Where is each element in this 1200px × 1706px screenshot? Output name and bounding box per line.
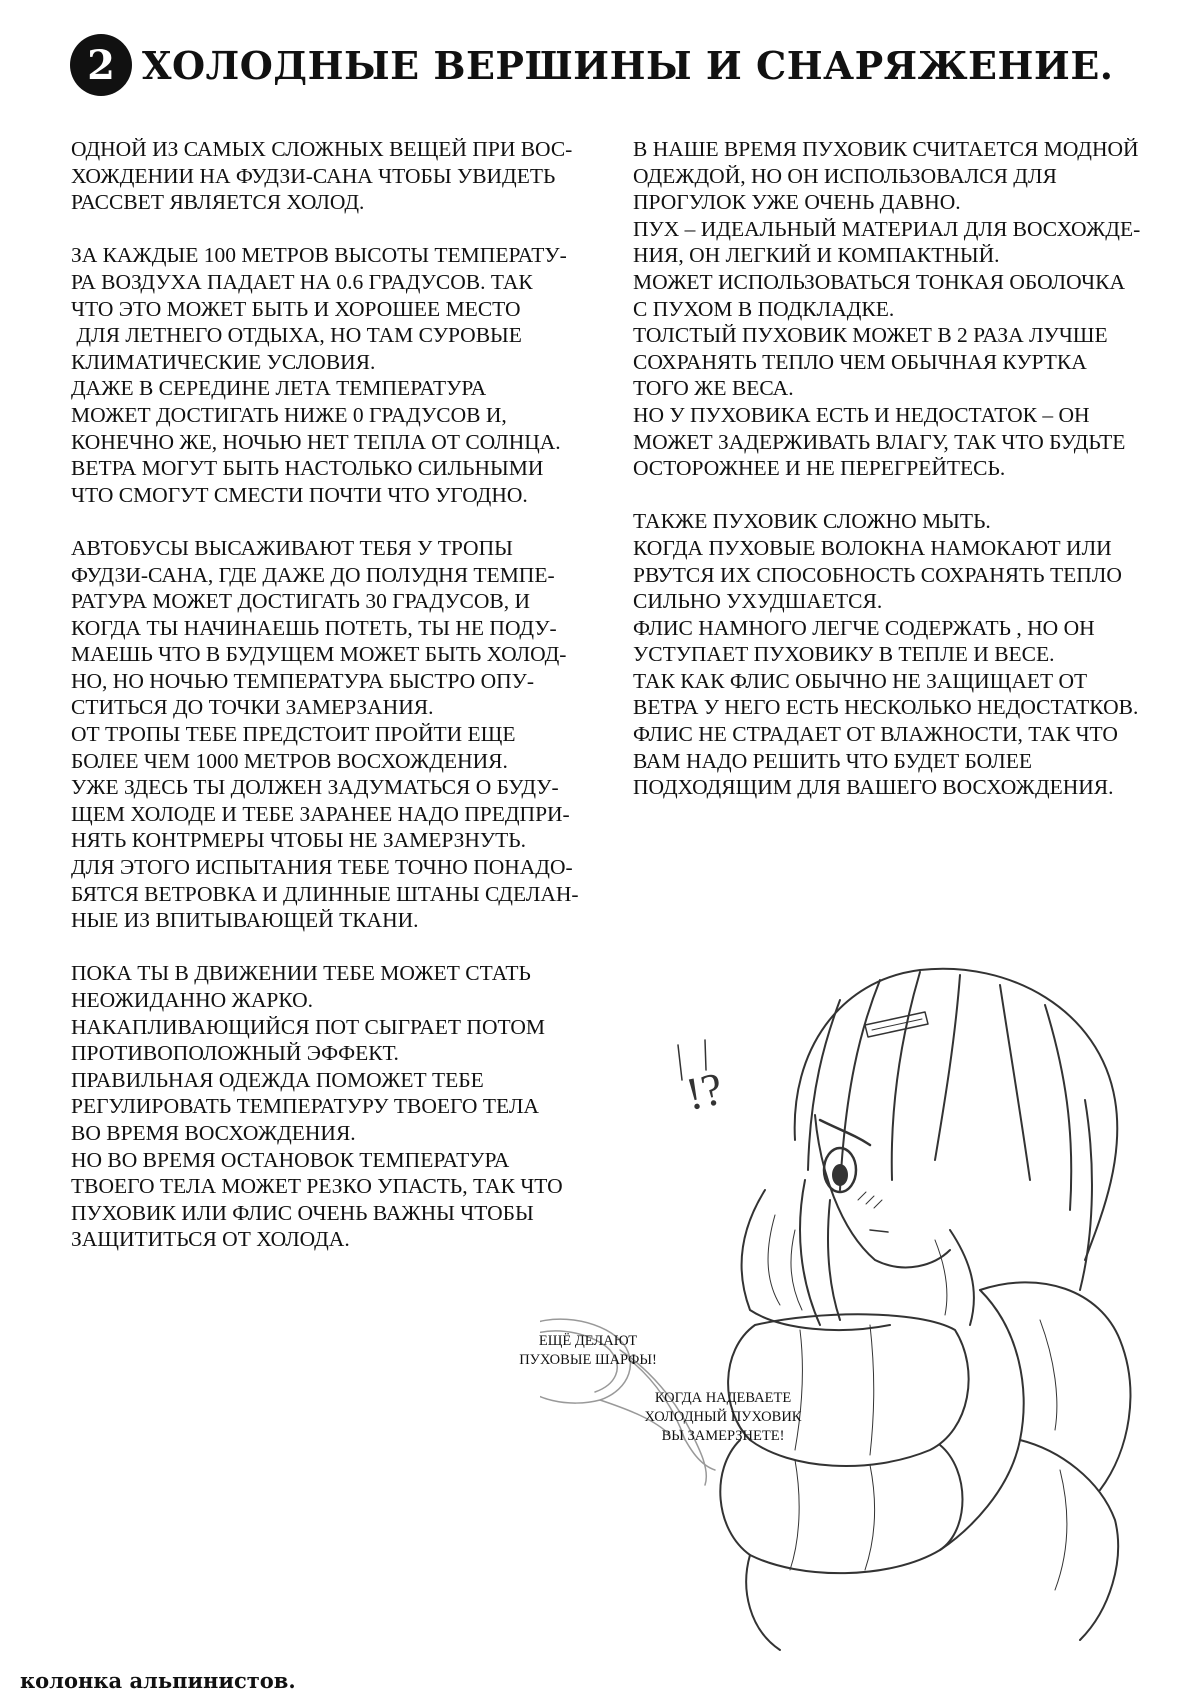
text-line: ЗА КАЖДЫЕ 100 МЕТРОВ ВЫСОТЫ ТЕМПЕРАТУ-: [71, 243, 567, 268]
text-line: СТИТЬСЯ ДО ТОЧКИ ЗАМЕРЗАНИЯ.: [71, 695, 434, 720]
face: [815, 1115, 950, 1267]
text-line: ВЕТРА У НЕГО ЕСТЬ НЕСКОЛЬКО НЕДОСТАТКОВ.: [633, 695, 1139, 720]
text-line: КОГДА ТЫ НАЧИНАЕШЬ ПОТЕТЬ, ТЫ НЕ ПОДУ-: [71, 615, 557, 640]
girl-in-down-jacket-illustration: [540, 930, 1200, 1660]
text-line: ХОЖДЕНИИ НА ФУДЗИ-САНА ЧТОБЫ УВИДЕТЬ: [71, 163, 556, 188]
hair-clip: [865, 1012, 928, 1037]
jacket-collar: [742, 1190, 974, 1330]
text-line: СОХРАНЯТЬ ТЕПЛО ЧЕМ ОБЫЧНАЯ КУРТКА: [633, 349, 1087, 374]
text-line: ЧТО СМОГУТ СМЕСТИ ПОЧТИ ЧТО УГОДНО.: [71, 482, 528, 507]
text-line: ОДЕЖДОЙ, НО ОН ИСПОЛЬЗОВАЛСЯ ДЛЯ: [633, 163, 1057, 188]
text-line: ПРАВИЛЬНАЯ ОДЕЖДА ПОМОЖЕТ ТЕБЕ: [71, 1067, 484, 1092]
text-line: НЕОЖИДАННО ЖАРКО.: [71, 988, 314, 1012]
text-line: РА ВОЗДУХА ПАДАЕТ НА 0.6 ГРАДУСОВ. ТАК: [71, 269, 533, 294]
text-line: ДЛЯ ЭТОГО ИСПЫТАНИЯ ТЕБЕ ТОЧНО ПОНАДО-: [71, 855, 573, 880]
text-line: МАЕШЬ ЧТО В БУДУЩЕМ МОЖЕТ БЫТЬ ХОЛОД-: [71, 642, 567, 667]
paragraph: [71, 136, 631, 216]
text-line: ВАМ НАДО РЕШИТЬ ЧТО БУДЕТ БОЛЕЕ: [633, 748, 1032, 773]
text-line: ПОДХОДЯЩИМ ДЛЯ ВАШЕГО ВОСХОЖДЕНИЯ.: [633, 775, 1114, 800]
text-line: КОГДА ПУХОВЫЕ ВОЛОКНА НАМОКАЮТ ИЛИ: [633, 535, 1112, 560]
column-footer-label: колонка альпинистов.: [20, 1668, 296, 1693]
paragraph: [71, 535, 631, 934]
text-line: ПРОТИВОПОЛОЖНЫЙ ЭФФЕКТ.: [71, 1041, 399, 1066]
text-line: УЖЕ ЗДЕСЬ ТЫ ДОЛЖЕН ЗАДУМАТЬСЯ О БУДУ-: [71, 775, 559, 800]
section-number: 2: [87, 41, 115, 89]
text-line: ФЛИС НЕ СТРАДАЕТ ОТ ВЛАЖНОСТИ, ТАК ЧТО: [633, 722, 1118, 747]
text-line: НО ВО ВРЕМЯ ОСТАНОВОК ТЕМПЕРАТУРА: [71, 1147, 510, 1172]
text-line: УСТУПАЕТ ПУХОВИКУ В ТЕПЛЕ И ВЕСЕ.: [633, 642, 1055, 667]
text-line: ОДНОЙ ИЗ САМЫХ СЛОЖНЫХ ВЕЩЕЙ ПРИ ВОС-: [71, 137, 573, 161]
text-line: ЩЕМ ХОЛОДЕ И ТЕБЕ ЗАРАНЕЕ НАДО ПРЕДПРИ-: [71, 801, 570, 826]
paragraph: [633, 136, 1200, 482]
text-line: ОТ ТРОПЫ ТЕБЕ ПРЕДСТОИТ ПРОЙТИ ЕЩЕ: [71, 722, 516, 747]
text-line: ТАК КАК ФЛИС ОБЫЧНО НЕ ЗАЩИЩАЕТ ОТ: [633, 668, 1088, 693]
text-line: НО, НО НОЧЬЮ ТЕМПЕРАТУРА БЫСТРО ОПУ-: [71, 668, 535, 693]
text-line: НЯТЬ КОНТРМЕРЫ ЧТОБЫ НЕ ЗАМЕРЗНУТЬ.: [71, 828, 526, 853]
text-line: ПУХОВИК ИЛИ ФЛИС ОЧЕНЬ ВАЖНЫ ЧТОБЫ: [71, 1200, 534, 1225]
text-line: РВУТСЯ ИХ СПОСОБНОСТЬ СОХРАНЯТЬ ТЕПЛО: [633, 562, 1122, 587]
text-line: НАКАПЛИВАЮЩИЙСЯ ПОТ СЫГРАЕТ ПОТОМ: [71, 1014, 545, 1039]
paragraph: [71, 242, 631, 508]
text-line: ПРОГУЛОК УЖЕ ОЧЕНЬ ДАВНО.: [633, 190, 961, 215]
text-line: ОСТОРОЖНЕЕ И НЕ ПЕРЕГРЕЙТЕСЬ.: [633, 456, 1006, 481]
text-line: ТВОЕГО ТЕЛА МОЖЕТ РЕЗКО УПАСТЬ, ТАК ЧТО: [71, 1174, 563, 1199]
text-line: НЫЕ ИЗ ВПИТЫВАЮЩЕЙ ТКАНИ.: [71, 908, 419, 933]
text-line: РАТУРА МОЖЕТ ДОСТИГАТЬ 30 ГРАДУСОВ, И: [71, 589, 531, 614]
speech-bubble-cold-jacket: КОГДА НАДЕВАЕТЕ ХОЛОДНЫЙ ПУХОВИК ВЫ ЗАМЕРЗНЕТЕ!: [644, 1390, 802, 1444]
right-text-column: [633, 136, 1200, 801]
text-line: МОЖЕТ ЗАДЕРЖИВАТЬ ВЛАГУ, ТАК ЧТО БУДЬТЕ: [633, 429, 1126, 454]
down-jacket: [720, 1282, 1130, 1650]
text-line: В НАШЕ ВРЕМЯ ПУХОВИК СЧИТАЕТСЯ МОДНОЙ: [633, 137, 1139, 161]
text-line: ФЛИС НАМНОГО ЛЕГЧЕ СОДЕРЖАТЬ , НО ОН: [633, 615, 1095, 640]
text-line: ТОГО ЖЕ ВЕСА.: [633, 376, 794, 401]
text-line: АВТОБУСЫ ВЫСАЖИВАЮТ ТЕБЯ У ТРОПЫ: [71, 535, 513, 560]
section-number-badge: [70, 34, 132, 96]
text-line: ДАЖЕ В СЕРЕДИНЕ ЛЕТА ТЕМПЕРАТУРА: [71, 376, 487, 401]
text-line: ПУХ – ИДЕАЛЬНЫЙ МАТЕРИАЛ ДЛЯ ВОСХОЖДЕ-: [633, 216, 1141, 241]
exclamation-mark: !?: [681, 1062, 728, 1120]
text-line: НИЯ, ОН ЛЕГКИЙ И КОМПАКТНЫЙ.: [633, 243, 1000, 268]
text-line: МОЖЕТ ДОСТИГАТЬ НИЖЕ 0 ГРАДУСОВ И,: [71, 402, 507, 427]
text-line: РАССВЕТ ЯВЛЯЕТСЯ ХОЛОД.: [71, 190, 365, 215]
text-line: БОЛЕЕ ЧЕМ 1000 МЕТРОВ ВОСХОЖДЕНИЯ.: [71, 748, 508, 773]
text-line: ДЛЯ ЛЕТНЕГО ОТДЫХА, НО ТАМ СУРОВЫЕ: [71, 323, 522, 348]
paragraph: [633, 508, 1200, 801]
text-line: СИЛЬНО УХУДШАЕТСЯ.: [633, 589, 883, 614]
section-title: ХОЛОДНЫЕ ВЕРШИНЫ И СНАРЯЖЕНИЕ.: [142, 42, 1114, 88]
section-header: [70, 32, 1114, 98]
text-line: ЗАЩИТИТЬСЯ ОТ ХОЛОДА.: [71, 1227, 350, 1252]
paragraph-gap: [71, 508, 631, 535]
text-line: МОЖЕТ ИСПОЛЬЗОВАТЬСЯ ТОНКАЯ ОБОЛОЧКА: [633, 269, 1125, 294]
text-line: ВЕТРА МОГУТ БЫТЬ НАСТОЛЬКО СИЛЬНЫМИ: [71, 456, 544, 481]
speech-bubble-scarf: ЕЩЁ ДЕЛАЮТ ПУХОВЫЕ ШАРФЫ!: [519, 1333, 657, 1368]
text-line: ФУДЗИ-САНА, ГДЕ ДАЖЕ ДО ПОЛУДНЯ ТЕМПЕ-: [71, 562, 555, 587]
text-line: ВО ВРЕМЯ ВОСХОЖДЕНИЯ.: [71, 1120, 356, 1145]
text-line: КОНЕЧНО ЖЕ, НОЧЬЮ НЕТ ТЕПЛА ОТ СОЛНЦА.: [71, 429, 561, 454]
paragraph-gap: [71, 216, 631, 243]
text-line: КЛИМАТИЧЕСКИЕ УСЛОВИЯ.: [71, 349, 376, 374]
text-line: НО У ПУХОВИКА ЕСТЬ И НЕДОСТАТОК – ОН: [633, 402, 1090, 427]
text-line: ТАКЖЕ ПУХОВИК СЛОЖНО МЫТЬ.: [633, 509, 991, 534]
text-line: ТОЛСТЫЙ ПУХОВИК МОЖЕТ В 2 РАЗА ЛУЧШЕ: [633, 323, 1108, 348]
text-line: БЯТСЯ ВЕТРОВКА И ДЛИННЫЕ ШТАНЫ СДЕЛАН-: [71, 881, 579, 906]
text-line: ПОКА ТЫ В ДВИЖЕНИИ ТЕБЕ МОЖЕТ СТАТЬ: [71, 961, 531, 986]
text-line: РЕГУЛИРОВАТЬ ТЕМПЕРАТУРУ ТВОЕГО ТЕЛА: [71, 1094, 539, 1119]
text-line: ЧТО ЭТО МОЖЕТ БЫТЬ И ХОРОШЕЕ МЕСТО: [71, 296, 521, 321]
text-line: С ПУХОМ В ПОДКЛАДКЕ.: [633, 296, 895, 321]
hair-outline: [795, 969, 1118, 1325]
paragraph-gap: [633, 482, 1200, 509]
